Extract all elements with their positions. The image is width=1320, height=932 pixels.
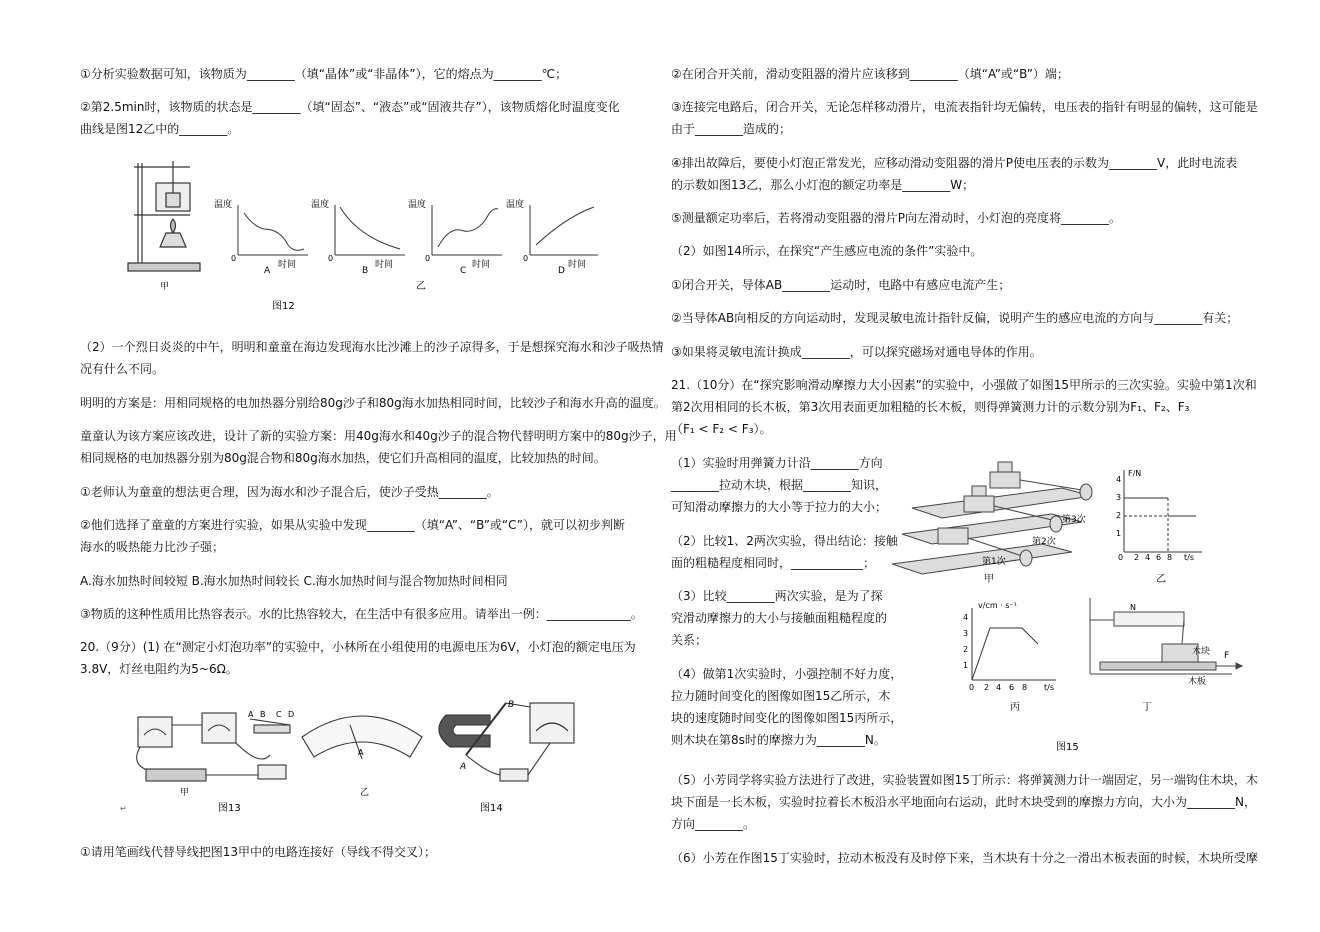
r-question-2: ②在闭合开关前，滑动变阻器的滑片应该移到________（填“A”或“B”）端； <box>671 67 1069 81</box>
v-xtick-4: 4 <box>996 683 1002 692</box>
figure-12 <box>120 155 600 315</box>
r-part-2-q3: ③如果将灵敏电流计换成________，可以探究磁场对通电导体的作用。 <box>671 345 1042 359</box>
question-21-line1: 21.（10分）在“探究影响滑动摩擦力大小因素”的实验中，小强做了如图15甲所示的三次实验。实验中第1次和 <box>671 378 1257 392</box>
trial-3-label: 第3次 <box>1062 515 1086 525</box>
graph-b-origin: 0 <box>328 254 334 263</box>
velocity-time-chart <box>963 601 1056 713</box>
r-question-5: ⑤测量额定功率后，若将滑动变阻器的滑片P向左滑动时，小灯泡的亮度将________。 <box>671 211 1121 225</box>
graph-c-ylabel: 温度 <box>408 200 427 210</box>
q21-5-line1: （5）小芳同学将实验方法进行了改进，实验装置如图15丁所示：将弹簧测力计一端固定，另一端钩住木块，木 <box>671 773 1258 787</box>
graph-d-origin: 0 <box>523 254 529 263</box>
fn-xtick-8: 8 <box>1167 553 1173 562</box>
graph-c-xlabel: 时间 <box>472 260 491 270</box>
figure-13-14-drawing <box>110 695 610 820</box>
v-xlabel: t/s <box>1044 683 1054 692</box>
question-20-line1: 20.（9分）(1) 在“测定小灯泡功率”的实验中，小林所在小组使用的电源电压为6V，小灯泡的额定电压为 <box>80 640 636 654</box>
spring-scale-unit: N <box>1130 603 1136 612</box>
fn-xlabel: t/s <box>1184 553 1194 562</box>
graph-d-xlabel: 时间 <box>568 260 587 270</box>
fig12-caption: 图12 <box>272 301 295 312</box>
q21-5-line3: 方向________。 <box>671 817 756 831</box>
q21-3-line3: 关系； <box>671 633 708 647</box>
return-arrow: ↵ <box>120 804 127 813</box>
q21-1-line1: （1）实验时用弹簧力计沿________方向 <box>671 456 883 470</box>
graph-a-xlabel: 时间 <box>278 260 297 270</box>
fn-xtick-6: 6 <box>1156 553 1162 562</box>
fig15-label-yi: 乙 <box>1156 574 1166 585</box>
circuit-diagram <box>137 713 290 781</box>
q21-6-line1: （6）小芳在作图15丁实验时，拉动木板没有及时停下来，当木块有十分之一滑出木板表面的时候，木块所受摩 <box>671 851 1258 865</box>
heating-apparatus <box>128 161 200 271</box>
fn-ylabel: F/N <box>1128 469 1142 478</box>
figure-15 <box>892 448 1252 758</box>
graph-a-letter: A <box>264 266 271 276</box>
options-abc: A.海水加热时间较短 B.海水加热时间较长 C.海水加热时间与混合物加热时间相同 <box>80 574 508 588</box>
v-ytick-3: 3 <box>963 629 969 638</box>
q21-3-line2: 究滑动摩擦力的大小与接触面粗糙程度的 <box>671 611 888 625</box>
graph-a <box>214 198 308 276</box>
board-label: 木板 <box>1188 677 1207 687</box>
fig15-caption: 图15 <box>1056 742 1079 753</box>
r-question-3-line1: ③连接完电路后，闭合开关，无论怎样移动滑片，电流表指针均无偏转，电压表的指针有明显的偏转，这可能是 <box>671 100 1258 114</box>
q21-3-line1: （3）比较________两次实验，是为了探 <box>671 589 883 603</box>
r-part-2: （2）如图14所示，在探究“产生感应电流的条件”实验中。 <box>671 244 983 258</box>
para-tong-plan-line1: 童童认为该方案应该改进，设计了新的实验方案：用40g海水和40g沙子的混合物代替明明方案中的80g沙子，用 <box>80 429 677 443</box>
graph-b-ylabel: 温度 <box>311 200 330 210</box>
fn-ytick-3: 3 <box>1116 493 1122 502</box>
sub-question-2-line2: 海水的吸热能力比沙子强； <box>80 540 225 554</box>
r-question-4-line1: ④排出故障后，要使小灯泡正常发光，应移动滑动变阻器的滑片P使电压表的示数为________V，此时电流表 <box>671 156 1238 170</box>
fig15-label-bing: 丙 <box>1010 702 1020 713</box>
fig12-label-jia: 甲 <box>160 282 170 292</box>
q21-1-line2: ________拉动木块，根据________知识， <box>671 478 888 492</box>
v-ytick-1: 1 <box>963 661 969 670</box>
fig15-label-jia: 甲 <box>984 574 994 585</box>
fn-xtick-4: 4 <box>1145 553 1151 562</box>
sub-question-2-line1: ②他们选择了童童的方案进行实验，如果从实验中发现________（填“A”、“B”或“C”），就可以初步判断 <box>80 518 625 532</box>
graph-d <box>506 198 598 276</box>
fn-xtick-0: 0 <box>1118 553 1124 562</box>
figure-13-14 <box>110 695 610 820</box>
terminal-a: A <box>248 710 254 719</box>
improved-apparatus <box>1090 598 1242 674</box>
graph-a-origin: 0 <box>231 254 237 263</box>
ammeter-unit: A <box>358 748 364 757</box>
graph-d-letter: D <box>558 266 565 276</box>
graph-b-xlabel: 时间 <box>375 260 394 270</box>
q21-2-line1: （2）比较1、2两次实验，得出结论：接触 <box>671 534 898 548</box>
v-xtick-2: 2 <box>984 683 990 692</box>
q21-4-line3: 块的速度随时间变化的图像如图15丙所示， <box>671 711 903 725</box>
figure-15-drawing <box>892 448 1252 758</box>
fig13-label-jia: 甲 <box>180 788 190 798</box>
fig14-caption: 图14 <box>480 803 503 814</box>
fn-ytick-2: 2 <box>1116 511 1122 520</box>
question-2-line1: ②第2.5min时，该物质的状态是________（填“固态”、“液态”或“固液共存”），该物质熔化时温度变化 <box>80 100 620 114</box>
r-part-2-q2: ②当导体AB向相反的方向运动时，发现灵敏电流计指针反偏，说明产生的感应电流的方向与________有关； <box>671 311 1239 325</box>
graph-a-ylabel: 温度 <box>214 200 233 210</box>
fn-ytick-1: 1 <box>1116 529 1122 538</box>
fig12-label-yi: 乙 <box>416 281 426 292</box>
question-20-line2: 3.8V，灯丝电阻约为5~6Ω。 <box>80 662 238 676</box>
question-1: ①分析实验数据可知，该物质为________（填“晶体”或“非晶体”），它的熔点为________℃； <box>80 67 568 81</box>
sub-question-circuit: ①请用笔画线代替导线把图13甲中的电路连接好（导线不得交叉）； <box>80 845 437 859</box>
r-question-3-line2: 由于________造成的； <box>671 122 792 136</box>
graph-d-ylabel: 温度 <box>506 200 525 210</box>
q21-1-line3: 可知滑动摩擦力的大小等于拉力的大小； <box>671 500 888 514</box>
fig13-label-yi: 乙 <box>360 788 370 798</box>
figure-12-drawing <box>120 155 600 315</box>
graph-b-letter: B <box>362 266 369 276</box>
trial-1-label: 第1次 <box>982 557 1006 567</box>
para-ming-plan: 明明的方案是：用相同规格的电加热器分别给80g沙子和80g海水加热相同时间，比较沙子和海水升高的温度。 <box>80 396 666 410</box>
q21-5-line2: 块下面是一长木板，实验时拉着长木板沿水平地面向右运动，此时木块受到的摩擦力方向，大小为________N， <box>671 795 1256 809</box>
conductor-end-a: A <box>460 762 467 772</box>
question-2-line2: 曲线是图12乙中的________。 <box>80 122 240 136</box>
fn-ytick-4: 4 <box>1116 475 1122 484</box>
terminal-d: D <box>288 710 295 719</box>
force-time-chart <box>1116 469 1202 585</box>
q21-4-line2: 拉力随时间变化的图像如图15乙所示，木 <box>671 689 891 703</box>
v-xtick-0: 0 <box>969 683 975 692</box>
r-part-2-q1: ①闭合开关，导体AB________运动时，电路中有感应电流产生； <box>671 278 1011 292</box>
terminal-c: C <box>276 710 282 719</box>
v-ylabel: v/cm · s⁻¹ <box>978 601 1017 610</box>
question-21-line3: （F₁ < F₂ < F₃）。 <box>671 422 772 436</box>
block-label: 木块 <box>1192 647 1211 657</box>
r-question-4-line2: 的示数如图13乙，那么小灯泡的额定功率是________W； <box>671 178 975 192</box>
fn-xtick-2: 2 <box>1134 553 1140 562</box>
para-2-line2: 况有什么不同。 <box>80 362 165 376</box>
graph-b <box>311 198 405 276</box>
q21-4-line4: 则木块在第8s时的摩擦力为________N。 <box>671 733 886 747</box>
para-tong-plan-line2: 相同规格的电加热器分别为80g混合物和80g海水加热，使它们升高相同的温度，比较加热的时间。 <box>80 451 606 465</box>
terminal-b: B <box>260 710 266 719</box>
conductor-end-b: B <box>508 700 515 710</box>
v-ytick-4: 4 <box>963 613 969 622</box>
question-21-line2: 第2次用相同的长木板，第3次用表面更加粗糙的长木板，则得弹簧测力计的示数分别为F₁、F₂、F₃ <box>671 400 1190 414</box>
v-xtick-6: 6 <box>1009 683 1015 692</box>
q21-2-line2: 面的粗糙程度相同时，____________； <box>671 556 876 570</box>
q21-4-line1: （4）做第1次实验时，小强控制不好力度， <box>671 667 903 681</box>
v-ytick-2: 2 <box>963 645 969 654</box>
graph-c <box>408 198 502 276</box>
para-2-line1: （2）一个烈日炎炎的中午，明明和童童在海边发现海水比沙滩上的沙子凉得多，于是想探究海水和沙子吸热情 <box>80 340 664 354</box>
sub-question-1: ①老师认为童童的想法更合理，因为海水和沙子混合后，使沙子受热________。 <box>80 485 499 499</box>
sub-question-3: ③物质的这种性质用比热容表示。水的比热容较大，在生活中有很多应用。请举出一例：______________。 <box>80 607 643 621</box>
fig13-caption: 图13 <box>218 803 241 814</box>
fig15-label-ding: 丁 <box>1142 702 1152 713</box>
v-xtick-8: 8 <box>1022 683 1028 692</box>
graph-c-origin: 0 <box>425 254 431 263</box>
graph-c-letter: C <box>460 266 467 276</box>
force-label: F <box>1224 651 1230 661</box>
trial-2-label: 第2次 <box>1032 537 1056 547</box>
